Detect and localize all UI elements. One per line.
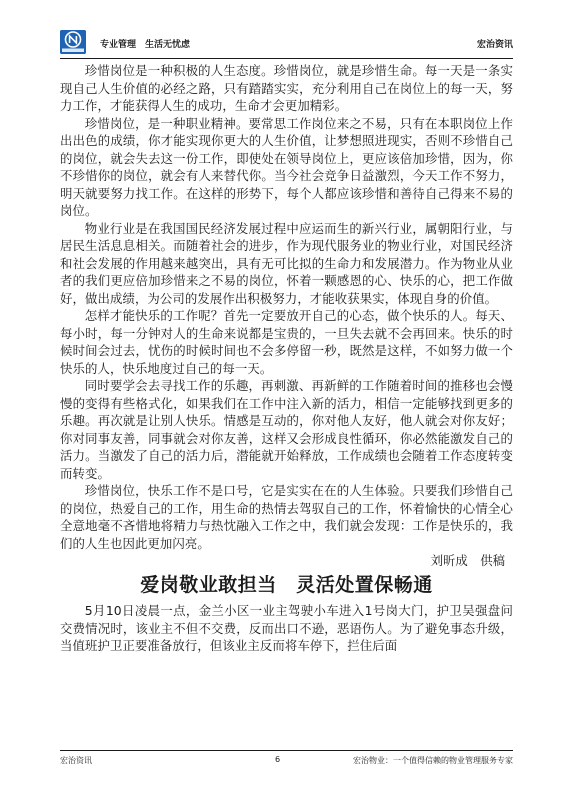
article-paragraph: 物业行业是在我国国民经济发展过程中应运而生的新兴行业，属朝阳行业，与居民生活息息相关。而随着社会的进步，作为现代服务业的物业行业，对国民经济和社会发展的作用越来越突出，具有无可比拟的生命力和发展潜力。作为物业从业者的我们更应倍加珍惜来之不易的岗位，怀着一颗感恩的心、快乐的心，把工作做好，做出成绩，为公司的发展作出积极努力，才能收获果实，体现自身的价值。 — [60, 220, 513, 306]
footer-divider — [60, 750, 513, 751]
article-paragraph: 怎样才能快乐的工作呢？首先一定要放开自己的心态，做个快乐的人。每天、每小时，每一分钟对人的生命来说都是宝贵的，一旦失去就不会再回来。快乐的时候时间会过去，忧伤的时候时间也不会多停留一秒，既然是这样，不如努力做一个快乐的人，快乐地度过自己的每一天。 — [60, 308, 513, 376]
header-divider — [60, 58, 513, 59]
article-paragraph: 珍惜岗位是一种积极的人生态度。珍惜岗位，就是珍惜生命。每一天是一条实现自己人生价值的必经之路，只有踏踏实实，充分利用自己在岗位上的每一天，努力工作，才能获得人生的成功，生命才会更加精彩。 — [60, 63, 513, 113]
page-footer — [60, 755, 513, 769]
page-content — [60, 62, 513, 655]
header-motto: 专业管理 生活无忧虑 — [100, 40, 191, 50]
article-byline: 刘昕成 供稿 — [430, 553, 505, 568]
footer-slogan: 宏治物业：一个值得信赖的物业管理服务专家 — [353, 756, 513, 765]
header-publication-name: 宏治资讯 — [476, 40, 513, 50]
footer-publication-name: 宏治资讯 — [60, 756, 92, 765]
article-title: 爱岗敬业敢担当 灵活处置保畅通 — [140, 574, 433, 596]
article-dedication — [60, 572, 513, 655]
logo-emblem — [60, 30, 86, 54]
article-paragraph: 同时要学会去寻找工作的乐趣，再刺激、再新鲜的工作随着时间的推移也会慢慢的变得有些格式化，如果我们在工作中注入新的活力，相信一定能够找到更多的乐趣。再次就是让别人快乐。情感是互动的，你对他人友好，他人就会对你友好；你对同事友善，同事就会对你友善，这样又会形成良性循环，你必然能激发自己的活力。当激发了自己的活力后，潜能就开始释放，工作成绩也会随着工作态度转变而转变。 — [60, 378, 513, 481]
page-header — [60, 30, 515, 56]
page-number: 6 — [275, 755, 281, 764]
article-cherish-post — [60, 62, 513, 570]
article-paragraph: 5月10日凌晨一点，金兰小区一业主驾驶小车进入1号岗大门，护卫吴强盘问交费情况时，该业主不但不交费，反而出口不逊，恶语伤人。为了避免事态升级，当值班护卫正要准备放行，但该业主反而将车停下，拦住后面 — [60, 603, 513, 653]
company-logo — [60, 30, 86, 54]
article-paragraph: 珍惜岗位，是一种职业精神。要常思工作岗位来之不易，只有在本职岗位上作出出色的成绩，你才能实现你更大的人生价值，让梦想照进现实，否则不珍惜自己的岗位，就会失去这一份工作，即使处在领导岗位上，更应该倍加珍惜，因为，你不珍惜你的岗位，就会有人来替代你。当今社会竞争日益激烈，今天工作不努力，明天就要努力找工作。在这样的形势下，每个人都应该珍惜和善待自己得来不易的岗位。 — [60, 115, 513, 218]
article-paragraph: 珍惜岗位，快乐工作不是口号，它是实实在在的人生体验。只要我们珍惜自己的岗位，热爱自己的工作，用生命的热情去驾驭自己的工作，怀着愉快的心情全心全意地毫不吝惜地将精力与热忱融入工作之中，我们就会发现：工作是快乐的，我们的人生也因此更加闪亮。 — [60, 483, 513, 551]
